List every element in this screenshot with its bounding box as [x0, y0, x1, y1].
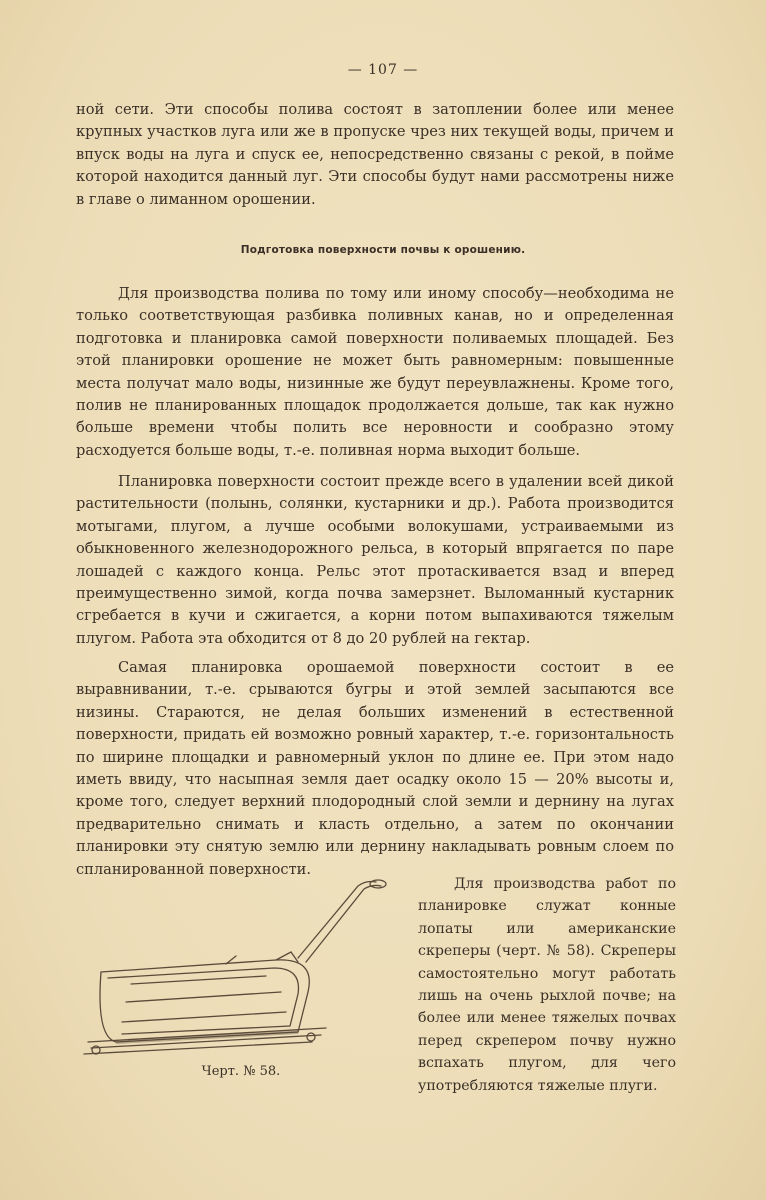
section-heading: Подготовка поверхности почвы к орошению. — [240, 244, 526, 256]
paragraph-leveling: Самая планировка орошаемой поверхности состоит в ее выравнивании, т.-е. срываются бугры и этой землей засыпаются все низины. Стараются, не делая больших изменений в естественной поверхности, придать ей возможно ровный характер, т.-е. горизонтальность по ширине площадки и равномерный уклон по длине ее. При этом надо иметь ввиду, что насыпная земля дает осадку около 15 — 20% высоты и, кроме того, следует верхний плодородный слой земли и дернину на лугах предварительно снимать и класть отдельно, а затем по окончании планировки эту снятую землю или дернину накладывать ровным слоем по спланированной поверхности. — [76, 659, 674, 878]
paragraph-surface-preparation: Для производства полива по тому или иному способу—необходима не только соответствующая разбивка поливных канав, но и определенная подготовка и планировка самой поверхности поливаемых площадей. Без этой планировки орошение не может быть равномерным: повышенные места получат мало воды, низинные же будут переувлажнены. Кроме того, полив не планированных площадок продолжается дольше, так как нужно больше времени чтобы полить все неровности и сообразно этому расходуется больше воды, т.-е. поливная норма выходит больше. — [76, 285, 674, 459]
paragraph-scrapers: Для производства работ по планировке служат конные лопаты или американские скреперы (черт. № 58). Скреперы самостоятельно могут работать лишь на очень рыхлой почве; на более или менее тяжелых почвах перед скрепером почву нужно вспахать плугом, для чего употребляются тяжелые плуги. — [418, 876, 676, 1094]
figure-58 — [76, 872, 411, 1092]
paragraph-continuation: ной сети. Эти способы полива состоят в затоплении более или менее крупных участков луга или же в пропуске чрез них текущей воды, причем и впуск воды на луга и спуск ее, непосредственно связаны с рекой, в пойме которой находится данный луг. Эти способы будут нами рассмотрены ниже в главе о лиманном орошении. — [76, 101, 674, 208]
figure-caption: Черт. № 58. — [201, 1064, 281, 1079]
paragraph-vegetation-removal: Планировка поверхности состоит прежде всего в удалении всей дикой растительности (полынь, солянки, кустарники и др.). Работа производится мотыгами, плугом, а лучше особыми волокушами, устраиваемыми из обыкновенного железнодорожного рельса, в который впрягается по паре лошадей с каждого конца. Рельс этот протаскивается взад и вперед преимущественно зимой, когда почва замерзнет. Выломанный кустарник сгребается в кучи и сжигается, а корни потом выпахиваются тяжелым плугом. Работа эта обходится от 8 до 20 рублей на гектар. — [76, 473, 674, 647]
scraper-drawing-icon — [76, 872, 411, 1062]
scraper-handle — [298, 882, 376, 959]
page-number: — 107 — — [347, 62, 419, 78]
